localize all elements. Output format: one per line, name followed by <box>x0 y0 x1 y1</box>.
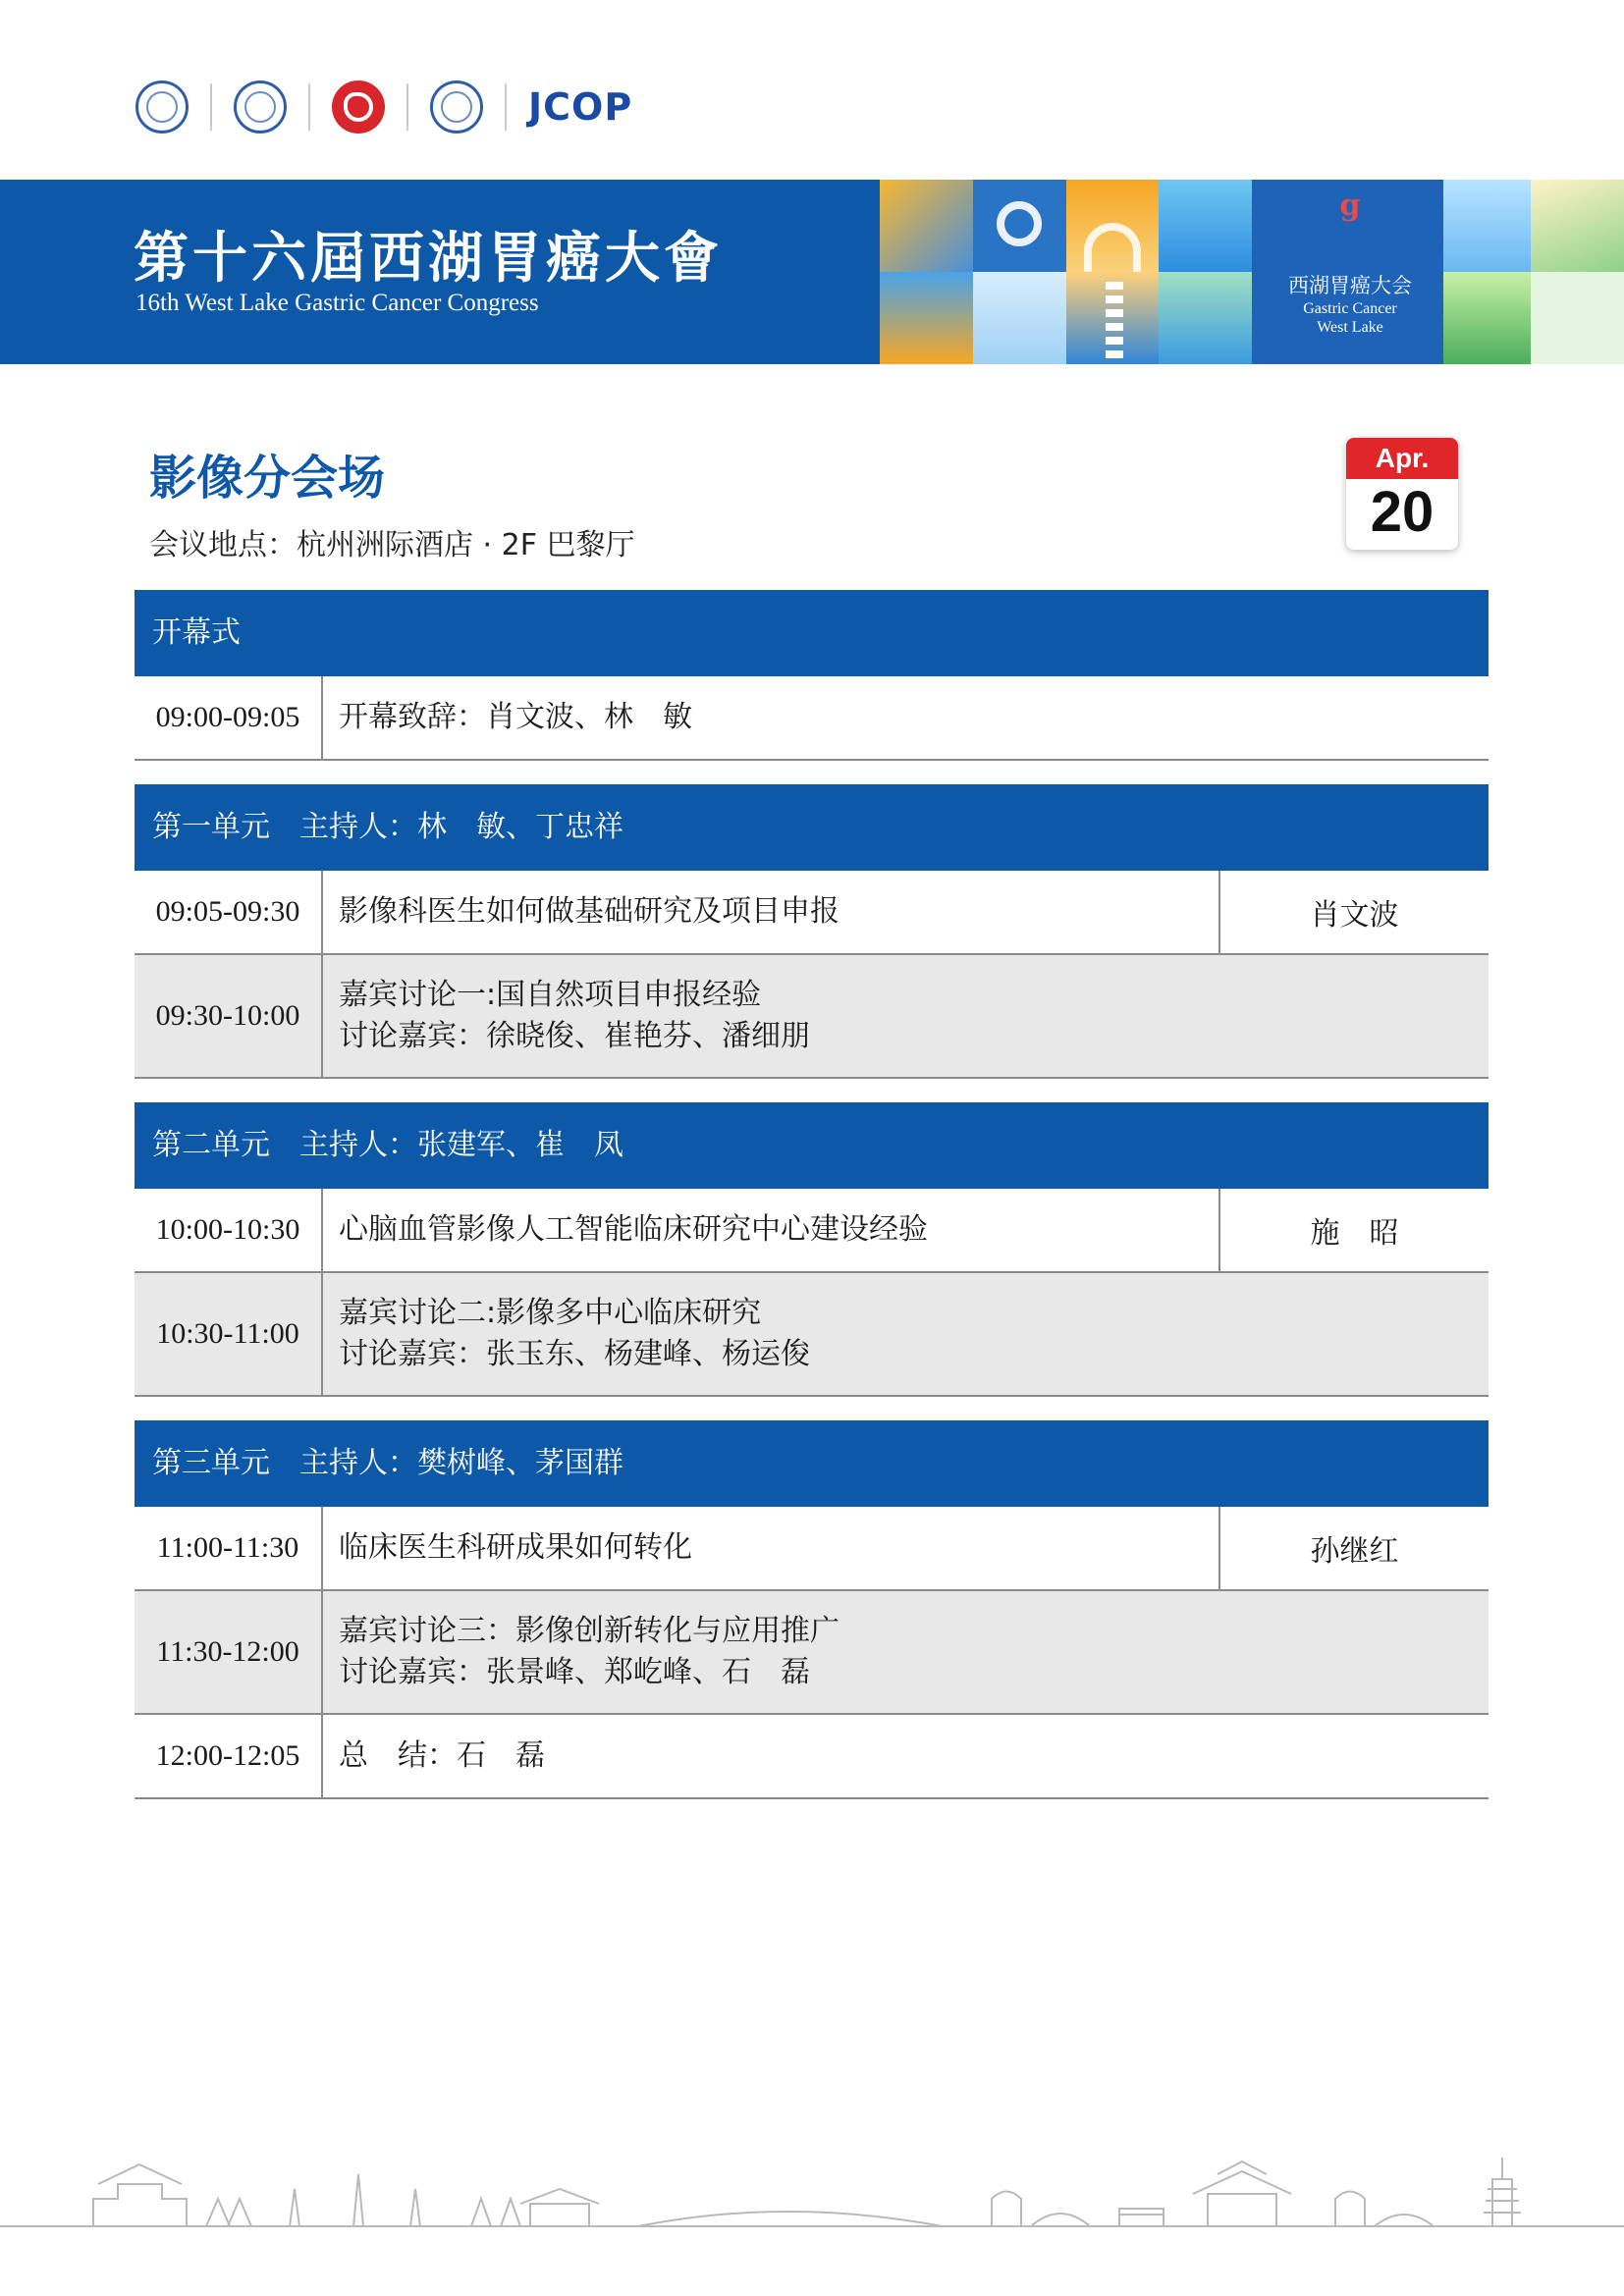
congress-subtitle: 16th West Lake Gastric Cancer Congress <box>135 290 539 316</box>
discussion-title: 嘉宾讨论一:国自然项目申报经验 <box>339 978 762 1012</box>
jcop-logo: JCOP <box>528 85 633 129</box>
topic <box>323 1591 1489 1713</box>
congress-banner <box>0 180 1624 364</box>
section-header: 开幕式 <box>135 590 1489 676</box>
arch-gate-left <box>992 2192 1021 2227</box>
venue-location: 会议地点：杭州洲际酒店 · 2F 巴黎厅 <box>149 528 635 562</box>
sky-tile <box>973 272 1066 364</box>
west-lake-congress-logo <box>1257 180 1443 364</box>
time-slot: 11:30-12:00 <box>135 1591 323 1713</box>
spindle-tile <box>1159 180 1252 272</box>
bush-right <box>1375 2215 1434 2226</box>
time-slot: 09:00-09:05 <box>135 676 323 759</box>
time-slot: 10:30-11:00 <box>135 1273 323 1395</box>
schedule-row <box>135 1715 1489 1799</box>
discussion-guests: 讨论嘉宾：徐晓俊、崔艳芬、潘细朋 <box>339 1019 810 1053</box>
congress-title: 第十六屆西湖胃癌大會 <box>134 226 723 291</box>
bench-structure <box>1119 2209 1164 2226</box>
discussion-guests: 讨论嘉宾：张景峰、郑屹峰、石 磊 <box>339 1655 810 1689</box>
date-day: 20 <box>1370 480 1435 544</box>
trees-left <box>206 2199 251 2226</box>
time-slot: 09:30-10:00 <box>135 955 323 1077</box>
topic <box>323 871 1218 953</box>
section-header: 第一单元 主持人：林 敏、丁忠祥 <box>135 784 1489 871</box>
topic <box>323 1715 1489 1797</box>
time-slot: 11:00-11:30 <box>135 1507 323 1589</box>
venue-title: 影像分会场 <box>149 451 386 506</box>
topic-text: 心脑血管影像人工智能临床研究中心建设经验 <box>339 1212 928 1247</box>
schedule-row <box>135 1507 1489 1591</box>
logo-divider <box>308 83 310 131</box>
schedule-row <box>135 1591 1489 1715</box>
wave-tile <box>880 272 973 364</box>
schedule-section-unit-2 <box>135 1102 1489 1397</box>
hill-tile <box>1438 272 1532 364</box>
speaker: 施 昭 <box>1218 1189 1489 1271</box>
discussion-title: 嘉宾讨论二:影像多中心临床研究 <box>339 1296 762 1330</box>
spire-trees <box>290 2174 420 2226</box>
schedule-section-opening <box>135 590 1489 761</box>
topic-text: 总 结：石 磊 <box>339 1738 545 1773</box>
schedule-row <box>135 955 1489 1079</box>
circle-tile <box>973 180 1066 272</box>
mountain-tile <box>1438 180 1532 272</box>
logo-en-line2: West Lake <box>1317 319 1383 336</box>
west-lake-skyline-illustration <box>0 2140 1624 2258</box>
hall-building <box>520 2189 599 2226</box>
pagoda-tile <box>1066 272 1160 364</box>
g-mark-icon: g <box>1339 188 1361 223</box>
arch-gate-right <box>1335 2192 1365 2227</box>
schedule-row <box>135 676 1489 761</box>
discussion-guests: 讨论嘉宾：张玉东、杨建峰、杨运俊 <box>339 1337 810 1371</box>
red-emblem-logo <box>332 80 385 133</box>
time-slot: 10:00-10:30 <box>135 1189 323 1271</box>
topic <box>323 1273 1489 1395</box>
time-slot: 12:00-12:05 <box>135 1715 323 1797</box>
topic-text: 临床医生科研成果如何转化 <box>339 1530 692 1565</box>
logo-cn-text: 西湖胃癌大会 <box>1288 274 1412 297</box>
leifeng-pagoda <box>1484 2158 1521 2226</box>
section-header: 第二单元 主持人：张建军、崔 凤 <box>135 1102 1489 1189</box>
logo-en-line1: Gastric Cancer <box>1303 300 1397 317</box>
date-badge <box>1346 438 1458 550</box>
speaker: 肖文波 <box>1218 871 1489 953</box>
pavilion-left <box>93 2184 187 2226</box>
topic <box>323 1189 1218 1271</box>
session-schedule <box>135 590 1489 1823</box>
schedule-section-unit-3 <box>135 1420 1489 1799</box>
medical-society-seal-logo <box>234 80 287 133</box>
speaker: 孙继红 <box>1218 1507 1489 1589</box>
hospital-seal-logo <box>430 80 483 133</box>
sponsor-logos <box>135 79 632 135</box>
schedule-section-unit-1 <box>135 784 1489 1079</box>
discussion-title: 嘉宾讨论三：影像创新转化与应用推广 <box>339 1614 839 1648</box>
small-trees <box>471 2199 520 2226</box>
date-month: Apr. <box>1346 438 1458 479</box>
decorative-tile-mosaic <box>880 180 1624 364</box>
swirl-tile <box>880 180 973 272</box>
schedule-row <box>135 1189 1489 1273</box>
schedule-row <box>135 1273 1489 1397</box>
topic <box>323 1507 1218 1589</box>
topic <box>323 676 1489 759</box>
lake-tile <box>1159 272 1252 364</box>
association-seal-logo <box>135 80 189 133</box>
topic <box>323 955 1489 1077</box>
pavilion-right <box>1193 2162 1291 2226</box>
broken-bridge <box>638 2212 943 2226</box>
arch-tile <box>1066 180 1160 272</box>
logo-divider <box>406 83 408 131</box>
section-header: 第三单元 主持人：樊树峰、茅国群 <box>135 1420 1489 1507</box>
time-slot: 09:05-09:30 <box>135 871 323 953</box>
light-tile <box>1531 272 1624 364</box>
schedule-row <box>135 871 1489 955</box>
bush-mid <box>1031 2214 1090 2226</box>
topic-text: 影像科医生如何做基础研究及项目申报 <box>339 894 839 929</box>
logo-divider <box>505 83 507 131</box>
pavilion-roof-left <box>98 2164 182 2184</box>
logo-divider <box>210 83 212 131</box>
topic-text: 开幕致辞：肖文波、林 敏 <box>339 700 692 734</box>
sun-tile <box>1531 180 1624 272</box>
